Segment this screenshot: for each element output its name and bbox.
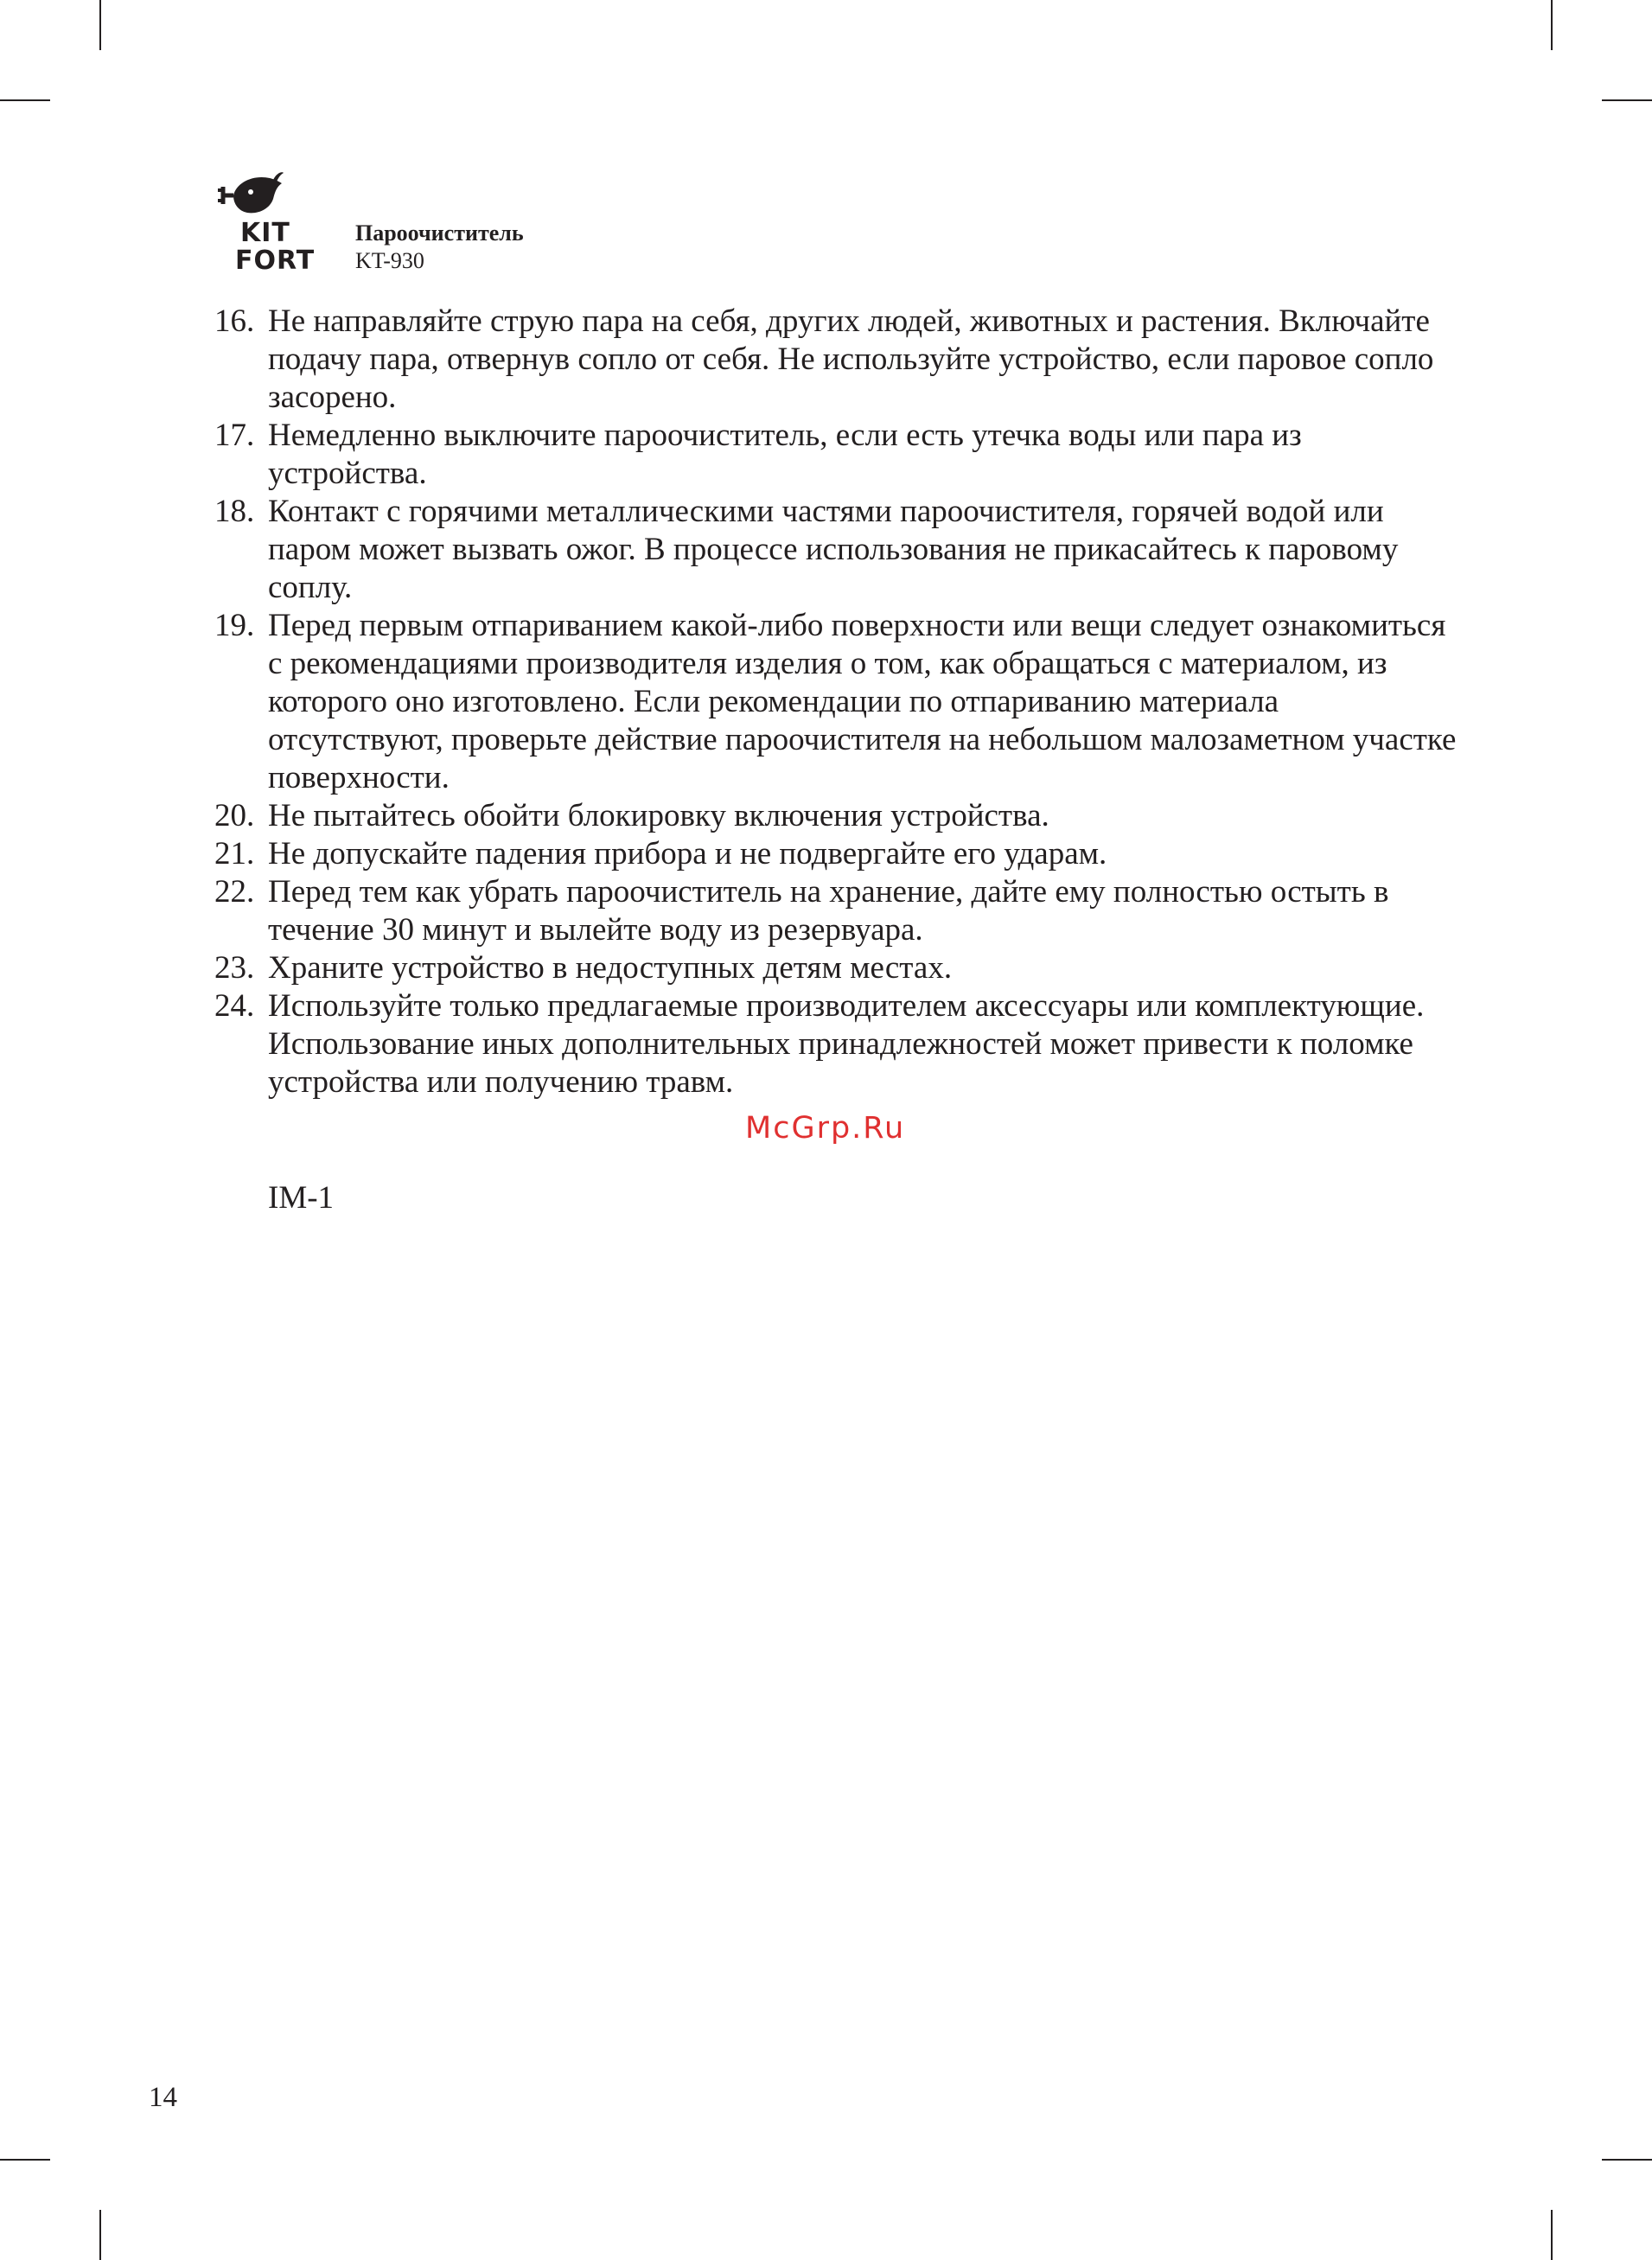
brand-wordmark bbox=[235, 218, 316, 276]
list-item bbox=[214, 949, 1459, 987]
brand-line-1: KIT bbox=[240, 218, 290, 248]
product-info bbox=[355, 220, 524, 275]
page-header bbox=[214, 169, 733, 276]
crop-mark-bottom-right-vertical bbox=[1551, 2210, 1553, 2260]
item-text: Контакт с горячими металлическими частями пароочистителя, горячей водой или паром может вызвать ожог. В процессе использования не прикасайтесь к паровому соплу. bbox=[268, 494, 1399, 605]
item-number: 21. bbox=[214, 836, 255, 871]
item-number: 22. bbox=[214, 874, 255, 910]
crop-mark-top-left-horizontal bbox=[0, 99, 50, 101]
whale-plug-icon bbox=[216, 169, 284, 216]
item-number: 19. bbox=[214, 608, 255, 643]
item-number: 17. bbox=[214, 418, 255, 453]
brand-line-2: FORT bbox=[235, 246, 316, 276]
item-text: Не пытайтесь обойти блокировку включения устройства. bbox=[268, 798, 1049, 833]
product-name: Пароочиститель bbox=[355, 220, 524, 246]
list-item bbox=[214, 873, 1459, 949]
item-number: 20. bbox=[214, 798, 255, 833]
list-item bbox=[214, 607, 1459, 797]
document-code: IM-1 bbox=[268, 1180, 335, 1216]
crop-mark-bottom-left-horizontal bbox=[0, 2159, 50, 2161]
item-number: 23. bbox=[214, 950, 255, 986]
item-text: Храните устройство в недоступных детям местах. bbox=[268, 950, 953, 986]
item-number: 24. bbox=[214, 988, 255, 1024]
safety-instructions-list bbox=[214, 303, 1459, 1101]
list-item bbox=[214, 987, 1459, 1101]
crop-mark-top-right-horizontal bbox=[1602, 99, 1652, 101]
item-text: Перед первым отпариванием какой-либо поверхности или вещи следует ознакомиться с рекомендациями производителя изделия о том, как обращаться с материалом, из которого оно изготовлено. Если рекомендации по отпариванию материала отсутствуют, проверьте действие пароочистителя на небольшом малозаметном участке поверхности. bbox=[268, 608, 1457, 795]
list-item bbox=[214, 303, 1459, 417]
item-text: Используйте только предлагаемые производителем аксессуары или комплектующие. Использование иных дополнительных принадлежностей может привести к поломке устройства или получению травм. bbox=[268, 988, 1425, 1100]
crop-mark-top-right-vertical bbox=[1551, 0, 1553, 50]
list-item bbox=[214, 797, 1459, 835]
item-text: Не направляйте струю пара на себя, других людей, животных и растения. Включайте подачу пара, отвернув сопло от себя. Не используйте устройство, если паровое сопло засорено. bbox=[268, 303, 1434, 415]
item-number: 16. bbox=[214, 303, 255, 339]
item-text: Немедленно выключите пароочиститель, если есть утечка воды или пара из устройства. bbox=[268, 418, 1302, 491]
page-number: 14 bbox=[149, 2082, 177, 2113]
item-text: Не допускайте падения прибора и не подвергайте его ударам. bbox=[268, 836, 1107, 871]
crop-mark-bottom-left-vertical bbox=[99, 2210, 101, 2260]
item-text: Перед тем как убрать пароочиститель на хранение, дайте ему полностью остыть в течение 30 минут и вылейте воду из резервуара. bbox=[268, 874, 1389, 948]
watermark-link[interactable]: McGrp.Ru bbox=[745, 1111, 906, 1146]
brand-logo bbox=[214, 169, 327, 276]
list-item bbox=[214, 493, 1459, 607]
crop-mark-bottom-right-horizontal bbox=[1602, 2159, 1652, 2161]
product-model: KT-930 bbox=[355, 248, 424, 273]
list-item bbox=[214, 835, 1459, 873]
list-item bbox=[214, 417, 1459, 493]
crop-mark-top-left-vertical bbox=[99, 0, 101, 50]
item-number: 18. bbox=[214, 494, 255, 529]
